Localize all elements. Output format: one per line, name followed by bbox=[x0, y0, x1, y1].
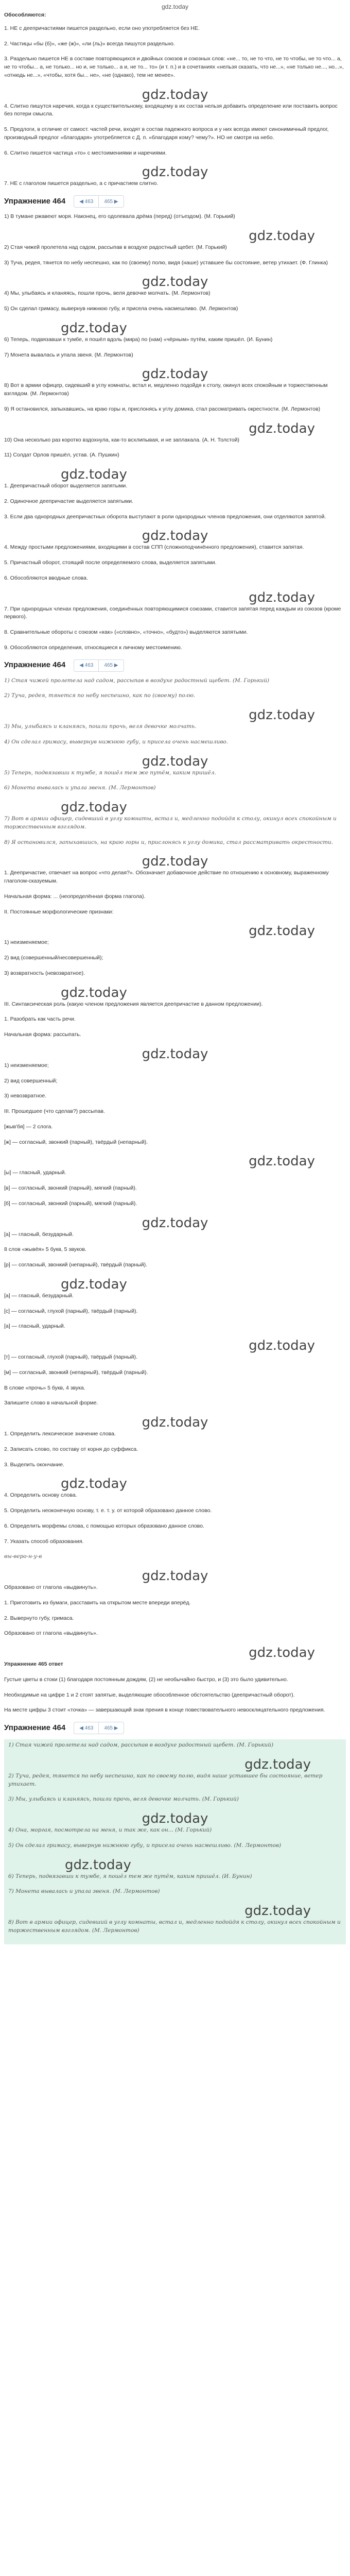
watermark: gdz.today bbox=[249, 1645, 315, 1660]
solution-line: 4) Мы, улыбаясь и кланяясь, пошли прочь, веля девочке молчать. (М. Лермонтов) bbox=[4, 290, 211, 297]
watermark: gdz.today bbox=[142, 1415, 208, 1430]
phonetic-line: [т] — согласный, глухой (парный), твёрдый (парный). bbox=[4, 1354, 137, 1360]
phonetic-line: [р] — согласный, звонкий (непарный), твёрдый (парный). bbox=[4, 1262, 148, 1268]
solution-line: 3) невозвратное. bbox=[4, 1093, 47, 1099]
solution-line: 9. Обособляются определения, относящиеся к личному местоимению. bbox=[4, 644, 182, 651]
morph-line: Необходимые на цифре 1 и 2 стоят запятые, выделяющие обособленное обстоятельство (деепричастный оборот). bbox=[4, 1691, 295, 1698]
morph-line: 3. Выделить окончание. bbox=[4, 1461, 64, 1468]
solution-line: 3) Туча, редея, тянется по небу неспешно, как по (своему) полю, видя (наше) уставшее бы состояние, ветер утихает. (Ф. Глинка) bbox=[4, 259, 328, 266]
morph-line: Образовано от глагола «выдвинуть». bbox=[4, 1584, 98, 1590]
morph-line: На месте цифры 3 стоит «точка» — завершающий знак прения в конце повествовательного невосклицательного предложения. bbox=[4, 1707, 325, 1714]
exercise-pager bbox=[74, 195, 124, 208]
solution-line: 6) Монета вывалась и упала звеня. (М. Лермонтов) bbox=[4, 785, 156, 791]
morph-line: 1. Приготовить из бумаги, расставить на открытом месте впереди вперёд. bbox=[4, 1599, 191, 1606]
morph-line: Густые цветы в стоки (1) благодаря постоянным дождям, (2) не необычайно быстро, и (3) это было удивительно. bbox=[4, 1676, 288, 1683]
watermark: gdz.today bbox=[249, 228, 315, 244]
phonetic-line: 8 слов «жывёя» 5 букв, 5 звуков. bbox=[4, 1246, 86, 1253]
phonetic-analysis bbox=[4, 1123, 346, 1408]
watermark: gdz.today bbox=[142, 753, 208, 769]
exercise-title: Упражнение 464 bbox=[4, 1723, 66, 1732]
top-watermark: gdz.today bbox=[161, 3, 189, 10]
exercise-pager bbox=[74, 659, 124, 672]
solution-line: 2) вид (совершенный/несовершенный); bbox=[4, 955, 103, 961]
solution-line: 1. Разобрать как часть речи. bbox=[4, 1016, 76, 1023]
watermark: gdz.today bbox=[65, 1857, 131, 1873]
watermark: gdz.today bbox=[142, 854, 208, 870]
phonetic-line: [а] — гласный, безударный. bbox=[4, 1231, 74, 1238]
solution-line: 1) Стая чижей пролетела над садом, рассыпав в воздухе радостный щебет. (М. Горький) bbox=[8, 1742, 274, 1748]
rules-heading: Обособляются: bbox=[4, 12, 46, 18]
exercise-pager bbox=[74, 1722, 124, 1734]
watermark: gdz.today bbox=[249, 923, 315, 939]
solution-line: 8) Вот в армии офицер, сидевший в углу комнаты, встал и, медленно подойдя к столу, окинул всех спокойным и торжественным взглядом. (М. Лермонтов) bbox=[8, 1919, 341, 1934]
solution-line: 5) Он сделал гримасу, вывернув нижнюю губу, и присела очень насмешливо. (М. Лермонтов) bbox=[4, 306, 238, 312]
solution-line: 1) неизменяемое; bbox=[4, 939, 49, 946]
solution-line: 4) Он сделал гримасу, вывернув нижнюю губу, и присела очень насмешливо. bbox=[4, 738, 229, 745]
phonetic-line: В слове «прочь» 5 букв, 4 звука. bbox=[4, 1384, 85, 1391]
exercise-header bbox=[4, 195, 346, 208]
solution-line: 8) Вот в армии офицер, сидевший в углу комнаты, встал и, медленно подойдя к столу, окинул всех спокойным и торжественным взглядом. (М. Лермонтов) bbox=[4, 382, 328, 397]
exercise-header bbox=[4, 1722, 346, 1734]
morph-line: Упражнение 465 ответ bbox=[4, 1661, 63, 1667]
next-link[interactable]: 465 ▶ bbox=[104, 1725, 118, 1731]
solution-line: 8) Я остановился, запыхавшись, на краю горы и, прислонясь к углу домика, стал рассматривать окрестности. bbox=[4, 839, 334, 845]
solution-line: 7. При однородных членах предложения, соединённых повторяющимися союзами, ставится запятая перед каждым из союзов (кроме первого). bbox=[4, 605, 341, 620]
watermark: gdz.today bbox=[244, 1756, 311, 1772]
watermark: gdz.today bbox=[61, 320, 127, 336]
solution-2 bbox=[4, 677, 346, 1116]
phonetic-line: [а] — гласный, ударный. bbox=[4, 1323, 65, 1330]
solution-line: 6) Теперь, подвязавши к тумбе, я пошёл вдоль (мира) по (нам) «чёрным» путём, каким пришёл. (И. Бунин) bbox=[4, 336, 273, 343]
phonetic-line: [ы] — гласный, ударный. bbox=[4, 1170, 66, 1176]
watermark: gdz.today bbox=[249, 589, 315, 605]
solution-line: III. Прошедшее (что сделав?) рассыпав. bbox=[4, 1108, 105, 1114]
solution-line: 9) Я остановился, запыхавшись, на краю горы и, прислонясь к углу домика, стал рассматривать окрестности. (М. Лермонтов) bbox=[4, 405, 321, 412]
next-link[interactable]: 465 ▶ bbox=[104, 198, 118, 205]
solution-line: 11) Солдат Орлов пришёл, устав. (А. Пушкин) bbox=[4, 452, 119, 459]
solution-line: 1. Деепричастие, отвечает на вопрос «что делая?». Обозначает добавочное действие по отношению к основному, выраженному глаголом-сказуемым. bbox=[4, 870, 329, 884]
rule-item: 3. Раздельно пишется НЕ в составе повторяющихся и двойных союзов и союзных слов: «не... то, не то что, не то чтобы, не то что... а, не то чтобы... а, не только... но и, не только... а и, не то... то» (и т. п.) и в сочетаниях «нельзя сказать, что не...», «не только не..., но...», «отнюдь не...», «чтобы, хотя бы... не», «не (однако), тем не менее». bbox=[4, 56, 344, 78]
watermark: gdz.today bbox=[249, 420, 315, 436]
solution-line: 1. Деепричастный оборот выделяется запятыми. bbox=[4, 483, 128, 489]
exercise-title: Упражнение 464 bbox=[4, 196, 66, 206]
solution-line: 2) вид совершенный; bbox=[4, 1077, 58, 1084]
solution-line: 3) возвратность (невозвратное). bbox=[4, 970, 85, 976]
solution-3 bbox=[4, 1739, 346, 1944]
watermark: gdz.today bbox=[142, 1568, 208, 1584]
exercise-title: Упражнение 464 bbox=[4, 660, 66, 670]
watermark: gdz.today bbox=[61, 467, 127, 482]
rule-item: 6. Слитно пишется частица «то» с местоимениями и наречиями. bbox=[4, 149, 167, 156]
watermark: gdz.today bbox=[249, 1338, 315, 1353]
next-link[interactable]: 465 ▶ bbox=[104, 663, 118, 668]
phonetic-line: [с] — согласный, глухой (парный), твёрдый (парный). bbox=[4, 1308, 138, 1314]
solution-line: 7) Вот в армии офицер, сидевший в углу комнаты, встал и, медленно подойдя к столу, окинул всех спокойным и торжественным взглядом. bbox=[4, 816, 337, 830]
morph-line: 5. Определить неоконечную основу, т. е. т. у. от которой образовано данное слово. bbox=[4, 1507, 212, 1514]
solution-line: Начальная форма: ... (неопределённая форма глагола). bbox=[4, 893, 146, 900]
watermark: gdz.today bbox=[142, 164, 208, 180]
watermark: gdz.today bbox=[142, 1046, 208, 1062]
watermark: gdz.today bbox=[142, 366, 208, 382]
solution-line: 5) Он сделал гримасу, вывернув нижнюю губу, и присела очень насмешливо. (М. Лермонтов) bbox=[8, 1842, 282, 1849]
rules-block bbox=[4, 11, 346, 188]
solution-line: 2. Одиночное деепричастие выделяется запятыми. bbox=[4, 498, 134, 504]
solution-line: II. Постоянные морфологические признаки: bbox=[4, 908, 114, 915]
morph-line: 7. Указать способ образования. bbox=[4, 1538, 84, 1545]
watermark: gdz.today bbox=[142, 1215, 208, 1231]
watermark: gdz.today bbox=[142, 1811, 208, 1826]
morph-line: 2. Вывернуто губу, гримаса. bbox=[4, 1615, 74, 1621]
solution-line: 3. Если два однородных деепричастных оборота выступают в роли однородных членов предложения, они отделяются запятой. bbox=[4, 513, 326, 520]
watermark: gdz.today bbox=[244, 1903, 311, 1919]
solution-line: 7) Монета вывалась и упала звеня. (М. Лермонтов) bbox=[8, 1888, 160, 1895]
solution-line: 8. Сравнительные обороты с союзом «как» («словно», «точно», «будто») выделяются запятыми. bbox=[4, 629, 248, 635]
watermark: gdz.today bbox=[249, 1154, 315, 1170]
solution-line: 3) Мы, улыбаясь и кланяясь, пошли прочь, веля девочке молчать. bbox=[4, 723, 197, 730]
rule-item: 2. Частицы «бы (б)», «же (ж)», «ли (ль)» всегда пишутся раздельно. bbox=[4, 40, 175, 47]
phonetic-line: [б] — согласный, звонкий (парный), мягкий (парный). bbox=[4, 1200, 137, 1207]
solution-line: 10) Она несколько раз коротко вздохнула, как-то всхлипывая, и не заплакала. (А. Н. Толстой) bbox=[4, 436, 239, 443]
solution-line: 4) Она, моргая, посмотрела на меня, и так же, как он... (М. Горький) bbox=[8, 1827, 212, 1833]
solution-line: 6) Теперь, подвязавши к тумбе, я пошёл тем же путём, каким пришёл. (И. Бунин) bbox=[8, 1873, 252, 1879]
watermark: gdz.today bbox=[249, 707, 315, 723]
morph-line: 2. Записать слово, по составу от корня до суффикса. bbox=[4, 1446, 138, 1452]
phonetic-line: [жыв'бя] — 2 слога. bbox=[4, 1123, 53, 1130]
morpheme-analysis bbox=[4, 1415, 346, 1715]
watermark: gdz.today bbox=[61, 1476, 127, 1492]
watermark: gdz.today bbox=[142, 274, 208, 290]
morph-line: вы-веро-н-у-в bbox=[4, 1553, 42, 1560]
phonetic-line: Запишите слово в начальной форме. bbox=[4, 1400, 98, 1406]
solution-line: 3) Мы, улыбаясь и кланяясь, пошли прочь, веля девочке молчать. (М. Горький) bbox=[8, 1796, 239, 1803]
watermark: gdz.today bbox=[61, 800, 127, 815]
solution-line: Начальная форма: рассыпать. bbox=[4, 1031, 81, 1038]
prev-link[interactable]: ◀ 463 bbox=[79, 198, 94, 205]
solution-line: 1) неизменяемое; bbox=[4, 1062, 49, 1069]
phonetic-line: [м] — согласный, звонкий (непарный), твёрдый (парный). bbox=[4, 1369, 148, 1376]
morph-line: 1. Определить лексическое значение слова. bbox=[4, 1431, 116, 1437]
solution-line: 4. Между простыми предложениями, входящими в состав СПП (сложноподчинённого предложения), ставится запятая. bbox=[4, 544, 304, 551]
rule-item: 7. НЕ с глаголом пишется раздельно, а с причастием слитно. bbox=[4, 180, 159, 187]
phonetic-line: [в] — согласный, звонкий (парный), мягкий (парный). bbox=[4, 1185, 137, 1191]
solution-line: 1) Стая чижей пролетела над садом, рассыпав в воздухе радостный щебет. (М. Горький) bbox=[4, 677, 270, 684]
solution-line: III. Синтаксическая роль (какую членом предложения является деепричастие в данном предложении). bbox=[4, 1001, 263, 1007]
phonetic-line: [ж] — согласный, звонкий (парный), твёрдый (непарный). bbox=[4, 1139, 148, 1145]
solution-line: 2) Стая чижей пролетела над садом, рассыпав в воздухе радостный щебет. (М. Горький) bbox=[4, 244, 227, 250]
watermark: gdz.today bbox=[61, 1276, 127, 1292]
rule-item: 4. Слитно пишутся наречия, когда к существительному, входящему в их состав нельзя добавить определение или поставить вопрос без потери смысла. bbox=[4, 103, 338, 117]
watermark: gdz.today bbox=[142, 87, 208, 103]
solution-line: 7) Монета вывалась и упала звеня. (М. Лермонтов) bbox=[4, 351, 133, 358]
morph-line: 6. Определить морфемы слова, с помощью которых образовано данное слово. bbox=[4, 1522, 204, 1529]
morph-line: Образовано от глагола «выдвинуть». bbox=[4, 1630, 98, 1637]
solution-line: 5) Теперь, подвязавши к тумбе, я пошёл тем же путём, каким пришёл. bbox=[4, 769, 216, 776]
solution-line: 2) Туча, редея, тянется по небу неспешно, как по (своему) полю. bbox=[4, 692, 196, 699]
prev-link[interactable]: ◀ 463 bbox=[79, 663, 94, 668]
watermark: gdz.today bbox=[61, 985, 127, 1001]
rule-item: 1. НЕ с деепричастиями пишется раздельно, если оно употребляется без НЕ. bbox=[4, 25, 200, 31]
solution-1 bbox=[4, 213, 346, 652]
prev-link[interactable]: ◀ 463 bbox=[79, 1725, 94, 1731]
watermark: gdz.today bbox=[142, 528, 208, 544]
solution-line: 1) В тумане ржавеют моря. Наконец, его одолевала дрёма (перед) (отъездом). (М. Горький) bbox=[4, 213, 235, 219]
solution-line: 5. Причастный оборот, стоящий после определяемого слова, выделяется запятыми. bbox=[4, 560, 217, 566]
exercise-header bbox=[4, 659, 346, 672]
solution-line: 6. Обособляются вводные слова. bbox=[4, 574, 88, 581]
morph-line: 4. Определить основу слова. bbox=[4, 1492, 77, 1499]
solution-line: 2) Туча, редея, тянется по небу неспешно, как по своему полю, видя наше уставшее бы состояние, ветер утихает. bbox=[8, 1772, 323, 1787]
phonetic-line: [а] — гласный, безударный. bbox=[4, 1292, 74, 1299]
rule-item: 5. Предлоги, в отличие от самост. частей речи, входят в состав падежного вопроса и у них всегда имеют синонимичный предлог, производный предлог «благодаря» употребляется с Д. п. «благодаря кому? чему?». НО не смотря на небо. bbox=[4, 126, 329, 141]
content bbox=[0, 11, 350, 1944]
